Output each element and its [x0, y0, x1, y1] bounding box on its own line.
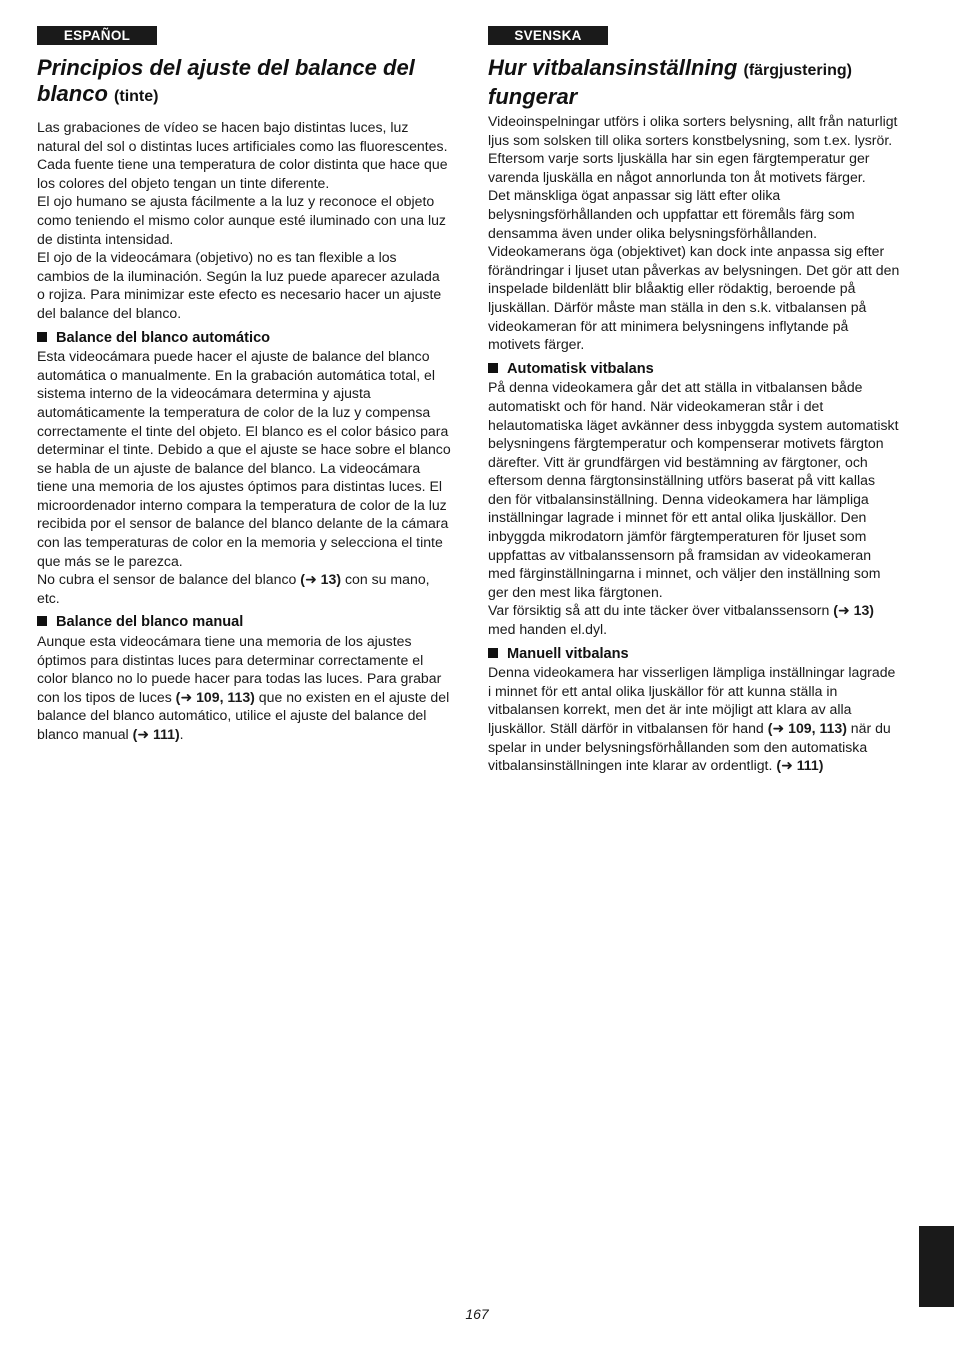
- page-reference: (➜ 109, 113): [767, 720, 847, 736]
- page-number: 167: [465, 1306, 489, 1322]
- intro-paragraph: El ojo de la videocámara (objetivo) no es tan flexible a los cambios de la iluminación. Según la luz puede aparecer azulada o rojiza. Para minimizar este efecto es necesario hacer un ajuste del balance del blanco.: [37, 249, 442, 321]
- subheading-auto-white-balance: [488, 360, 902, 379]
- spanish-column: [37, 26, 451, 744]
- auto-white-balance-text: På denna videokamera går det att ställa in vitbalansen både automatiskt och för hand. När videokameran står i det helautomatiska läget avkänner dess inbyggda system automatiskt belysningens färgtemperatur och kompenserar motivets färgton därefter. Vitt är grundfärgen vid bestämning av färgtoner, och eftersom denna färgtonsinställning utförs baserat på vitt kallas den för vitbalansinställning. Denna videokamera har lämpliga inställningar lagrade i minnet för ett antal olika ljuskällor. Den inbyggda mikrodatorn jämför färgtemperaturen för ljuset som uppfattas av vitbalanssensorn på framsidan av videokameran med färginställningarna i minnet, och väljer den inställning som ger den mest lika färgtonen.: [488, 379, 899, 600]
- square-bullet-icon: [488, 648, 498, 658]
- manual-white-balance-text: [37, 632, 451, 744]
- subheading-text: Balance del blanco manual: [56, 614, 244, 631]
- body-text: när du spelar in under belysningsförhållanden som den automatiska vitbalansinställningen inte klarar av ordentligt.: [488, 720, 891, 774]
- note-text: No cubra el sensor de balance del blanco: [37, 571, 301, 588]
- body-text: .: [179, 726, 184, 742]
- note-text: con su mano, etc.: [37, 571, 430, 606]
- title-text: fungerar: [488, 84, 578, 109]
- body-text: Aunque esta videocámara tiene una memoria de los ajustes óptimos para distintas luces para determinar correctamente el color blanco no lo puede hacer para todas las luces. Para grabar con los tipos de luces: [37, 633, 442, 705]
- language-tab-swedish: SVENSKA: [488, 26, 608, 45]
- intro-paragraph: Videoinspelningar utförs i olika sorters belysning, allt från naturligt ljus som solsken till olika sorters konstbelysning, som t.ex. lysrör. Eftersom varje sorts ljuskälla har sin egen färgtemperatur ger varenda ljuskälla en något annorlunda ton åt motivets färger.: [488, 113, 898, 185]
- auto-white-balance-text: Esta videocámara puede hacer el ajuste de balance del blanco automática o manualmente. En la grabación automática total, el sistema interno de la videocámara determina y ajusta automáticamente la temperatura de color de la luz y compensa correctamente el tinte del objeto. El blanco es el color básico para determinar el tinte. Debido a que el ajuste se hace sobre el blanco se habla de un ajuste de balance del blanco. La videocámara tiene una memoria de los ajustes óptimos para distintas luces. El microordenador interno compara la temperatura de color de la luz recibida por el sensor de balance del blanco delante de la cámara con las temperaturas de color en la memoria y selecciona el tinte que más se le parezca.: [37, 348, 451, 569]
- subheading-auto-white-balance: [37, 329, 451, 348]
- body-text: que no existen en el ajuste del balance del blanco automático, utilice el ajuste del balance del blanco manual: [37, 688, 450, 742]
- auto-white-balance-note: [37, 570, 451, 607]
- title-text: Principios del ajuste del balance del blanco: [37, 55, 415, 106]
- page-thumb-tab: [919, 1226, 954, 1307]
- language-tab-spanish: ESPAÑOL: [37, 26, 157, 45]
- subheading-manual-white-balance: [488, 645, 902, 664]
- title-text: Hur vitbalansinställning: [488, 55, 738, 80]
- note-text: med handen el.dyl.: [488, 621, 608, 638]
- page-reference: (➜ 13): [833, 602, 874, 619]
- body-text: Denna videokamera har visserligen lämpliga inställningar lagrade i minnet för ett antal olika ljuskällor för att kunna ställa in vitbalansen korrekt, men det är inte möjligt att klara av alla ljuskällor. Ställ därför in vitbalansen för hand: [488, 664, 896, 736]
- section-title-spanish: [37, 55, 451, 110]
- square-bullet-icon: [488, 363, 498, 373]
- intro-paragraph: Det mänskliga ögat anpassar sig lätt efter olika belysningsförhållanden och uppfattar ett föremåls färg som densamma även under olika belysningsförhållanden. Videokamerans öga (objektivet) kan dock inte anpassa sig efter förändringar i ljuset utan påverkas av belysningen. Det gör att den inspelade bildenlätt blir blåaktig eller rödaktig, beroende på ljuskällan. Därför måste man ställa in den s.k. vitbalansen på videokameran för att minimera belysningens inflytande på motivets färger.: [488, 187, 900, 353]
- page-reference: (➜ 111): [776, 757, 824, 774]
- section-title-swedish: [488, 55, 902, 110]
- subheading-text: Manuell vitbalans: [507, 645, 629, 662]
- square-bullet-icon: [37, 616, 47, 626]
- manual-white-balance-text: [488, 663, 902, 775]
- subheading-manual-white-balance: [37, 613, 451, 632]
- subheading-text: Automatisk vitbalans: [507, 360, 654, 377]
- title-subtitle: (färgjustering): [743, 62, 852, 79]
- swedish-column: [488, 26, 902, 775]
- auto-white-balance-note: [488, 601, 902, 638]
- subheading-text: Balance del blanco automático: [56, 329, 271, 346]
- title-subtitle: (tinte): [114, 88, 159, 105]
- intro-paragraph: El ojo humano se ajusta fácilmente a la luz y reconoce el objeto como teniendo el mismo color aunque esté iluminado con una luz de distinta intensidad.: [37, 193, 446, 247]
- square-bullet-icon: [37, 332, 47, 342]
- page-reference: (➜ 13): [300, 571, 342, 588]
- note-text: Var försiktig så att du inte täcker över vitbalanssensorn: [488, 602, 834, 619]
- intro-paragraph: Las grabaciones de vídeo se hacen bajo distintas luces, luz natural del sol o distintas luces artificiales como las fluorescentes. Cada fuente tiene una temperatura de color distinta que hace que los colores del objeto tengan un tinte diferente.: [37, 119, 448, 191]
- page-reference: (➜ 111): [132, 726, 180, 742]
- page-reference: (➜ 109, 113): [175, 688, 255, 705]
